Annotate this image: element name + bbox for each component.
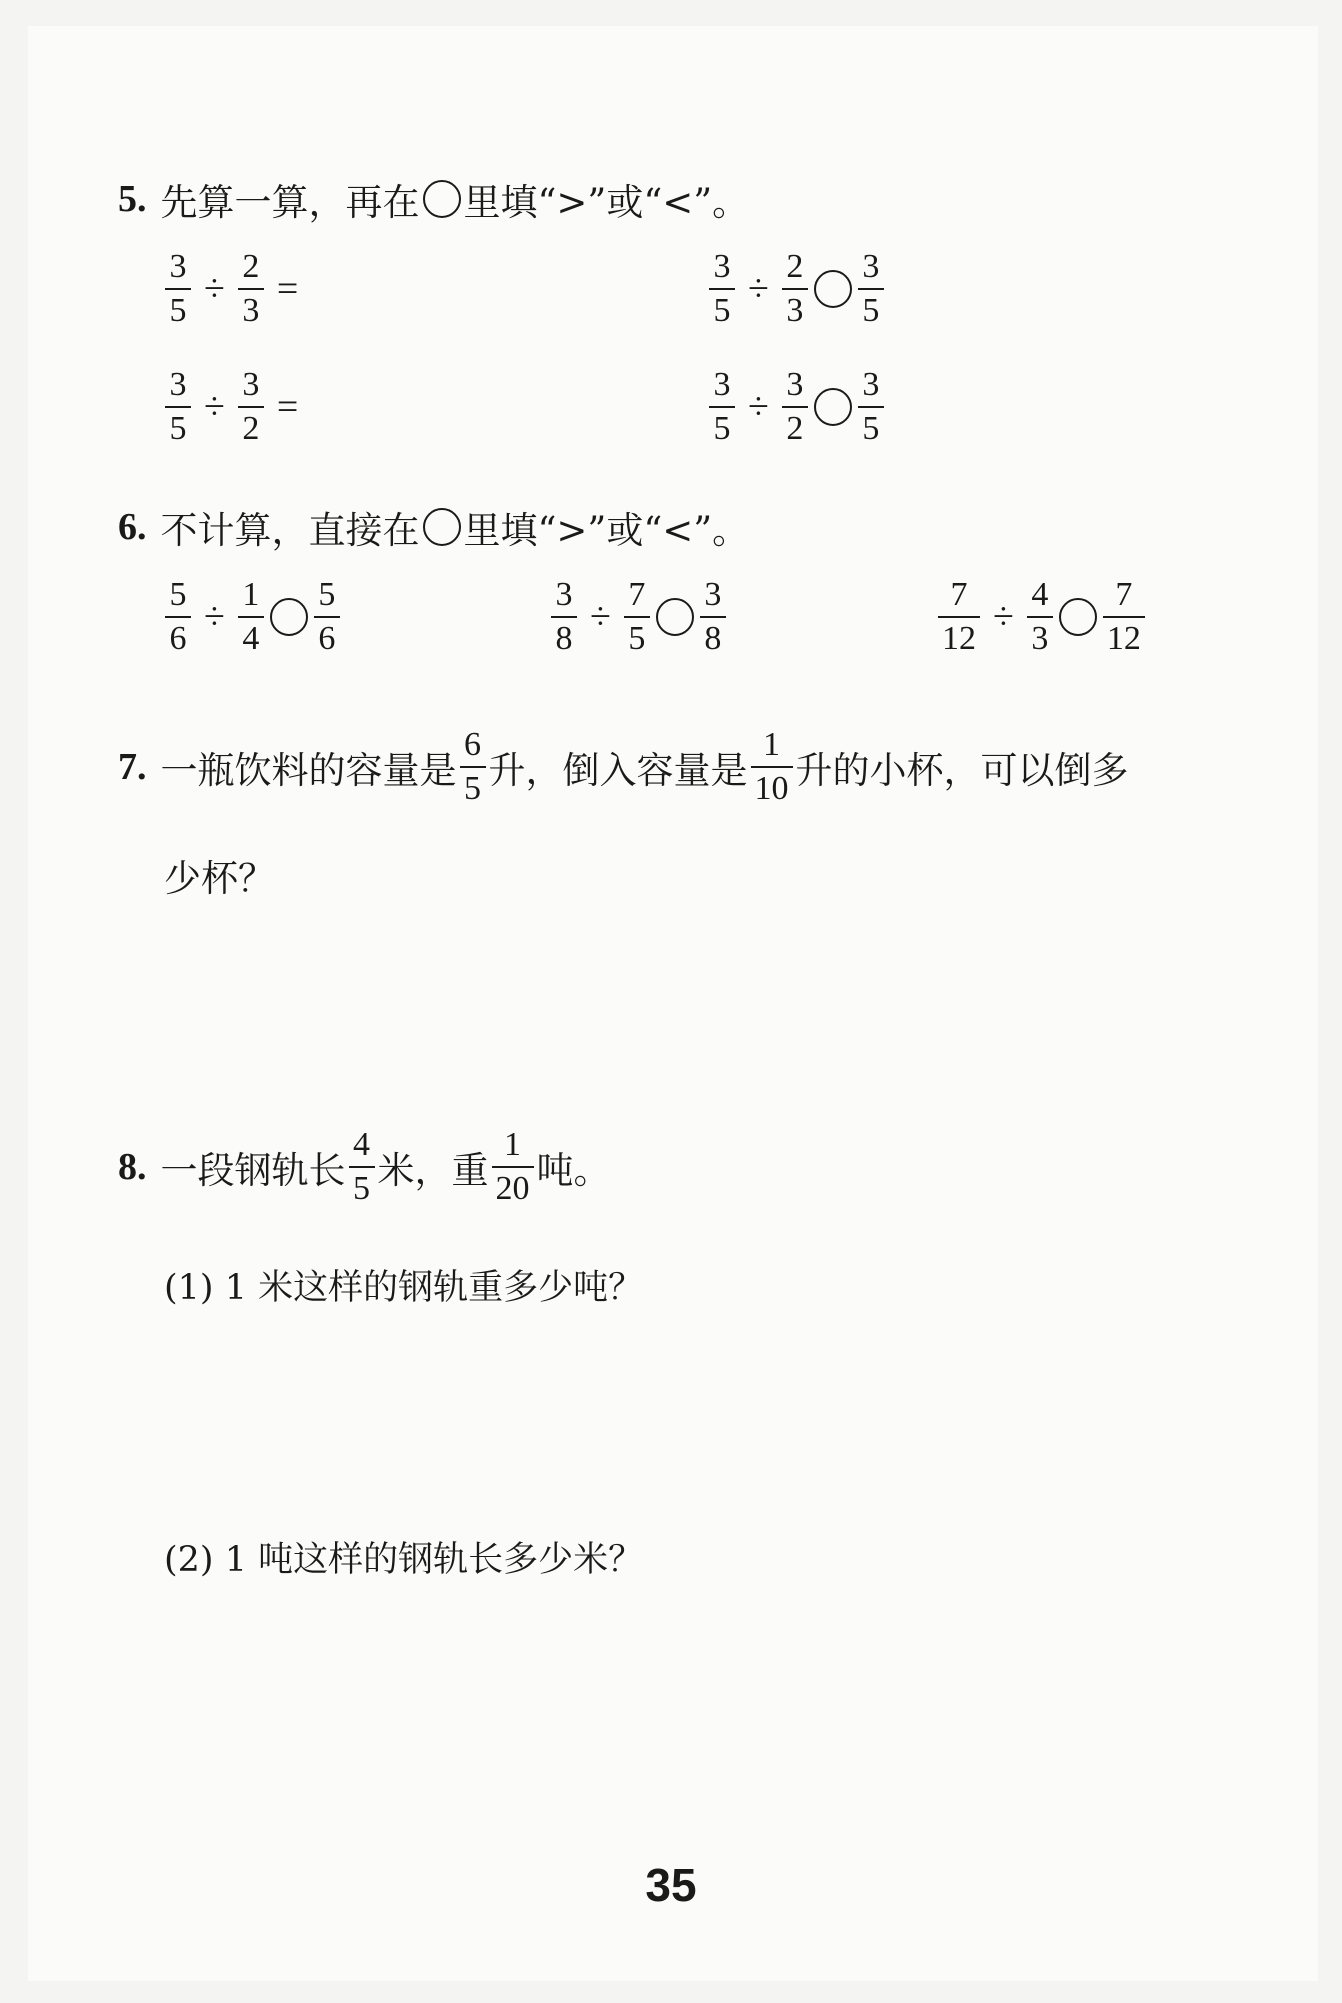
q7-text-1: 一瓶饮料的容量是 xyxy=(160,749,457,792)
q8-text-1: 一段钢轨长 xyxy=(160,1149,346,1192)
q8-number: 8. xyxy=(118,1146,147,1188)
q8-sub2 xyxy=(164,1532,643,1582)
divide-sign: ÷ xyxy=(204,268,225,310)
answer-circle[interactable] xyxy=(814,270,852,308)
q5-row2-compare xyxy=(706,368,887,446)
q8-sub1 xyxy=(164,1260,643,1310)
fraction: $\frac{1}{4}$ xyxy=(238,578,264,656)
divide-sign: ÷ xyxy=(204,596,225,638)
fraction: $\frac{1}{10}$ xyxy=(751,728,793,806)
fraction: $\frac{3}{2}$ xyxy=(238,368,264,446)
q7-number: 7. xyxy=(118,746,147,788)
answer-circle[interactable] xyxy=(814,388,852,426)
q6-item-3 xyxy=(935,578,1148,656)
divide-sign: ÷ xyxy=(748,268,769,310)
fraction: $\frac{7}{12}$ xyxy=(1103,578,1145,656)
fraction: $\frac{2}{3}$ xyxy=(782,250,808,328)
fraction: $\frac{6}{5}$ xyxy=(460,728,486,806)
q5-text-a: 先算一算，再在 xyxy=(160,181,420,224)
fraction: $\frac{5}{6}$ xyxy=(314,578,340,656)
fraction: $\frac{7}{12}$ xyxy=(938,578,980,656)
fraction: $\frac{4}{3}$ xyxy=(1027,578,1053,656)
q8-prompt xyxy=(118,1128,611,1206)
equals-sign: = xyxy=(276,386,299,428)
divide-sign: ÷ xyxy=(748,386,769,428)
q5-row2-calc xyxy=(162,368,308,446)
fraction: $\frac{3}{2}$ xyxy=(782,368,808,446)
equals-sign: = xyxy=(276,268,299,310)
q6-item-2 xyxy=(548,578,729,656)
fraction: $\frac{3}{5}$ xyxy=(165,250,191,328)
fraction: $\frac{3}{5}$ xyxy=(709,368,735,446)
answer-circle[interactable] xyxy=(1059,598,1097,636)
q6-text-a: 不计算，直接在 xyxy=(160,509,420,552)
q5-text-b: 里填“>”或“<”。 xyxy=(463,181,750,224)
divide-sign: ÷ xyxy=(204,386,225,428)
compare-circle-icon xyxy=(423,508,461,546)
q5-row1-calc xyxy=(162,250,308,328)
q7-prompt xyxy=(118,728,1129,806)
fraction: $\frac{4}{5}$ xyxy=(349,1128,375,1206)
fraction: $\frac{2}{3}$ xyxy=(238,250,264,328)
q5-number: 5. xyxy=(118,178,147,220)
q8-text-3: 吨。 xyxy=(536,1149,611,1192)
fraction: $\frac{5}{6}$ xyxy=(165,578,191,656)
q7-text-2: 升，倒入容量是 xyxy=(488,749,748,792)
fraction: $\frac{3}{8}$ xyxy=(700,578,726,656)
q8-subquestion-1: (1) 1 米这样的钢轨重多少吨？ xyxy=(164,1268,644,1308)
fraction: $\frac{3}{8}$ xyxy=(551,578,577,656)
fraction: $\frac{3}{5}$ xyxy=(709,250,735,328)
divide-sign: ÷ xyxy=(993,596,1014,638)
q6-number: 6. xyxy=(118,506,147,548)
q6-text-b: 里填“>”或“<”。 xyxy=(463,509,750,552)
fraction: $\frac{7}{5}$ xyxy=(624,578,650,656)
compare-circle-icon xyxy=(423,180,461,218)
q6-prompt xyxy=(118,500,749,554)
fraction: $\frac{3}{5}$ xyxy=(858,368,884,446)
q8-text-2: 米，重 xyxy=(377,1149,489,1192)
divide-sign: ÷ xyxy=(590,596,611,638)
fraction: $\frac{3}{5}$ xyxy=(165,368,191,446)
q6-item-1 xyxy=(162,578,343,656)
q7-text-4: 少杯？ xyxy=(164,857,275,900)
q5-prompt xyxy=(118,172,749,226)
q7-text-3: 升的小杯，可以倒多 xyxy=(795,749,1129,792)
fraction: $\frac{1}{20}$ xyxy=(492,1128,534,1206)
q5-row1-compare xyxy=(706,250,887,328)
answer-circle[interactable] xyxy=(270,598,308,636)
answer-circle[interactable] xyxy=(656,598,694,636)
fraction: $\frac{3}{5}$ xyxy=(858,250,884,328)
page-number: 35 xyxy=(645,1859,697,1911)
q7-prompt-line2 xyxy=(164,848,275,902)
q8-subquestion-2: (2) 1 吨这样的钢轨长多少米？ xyxy=(164,1540,644,1580)
